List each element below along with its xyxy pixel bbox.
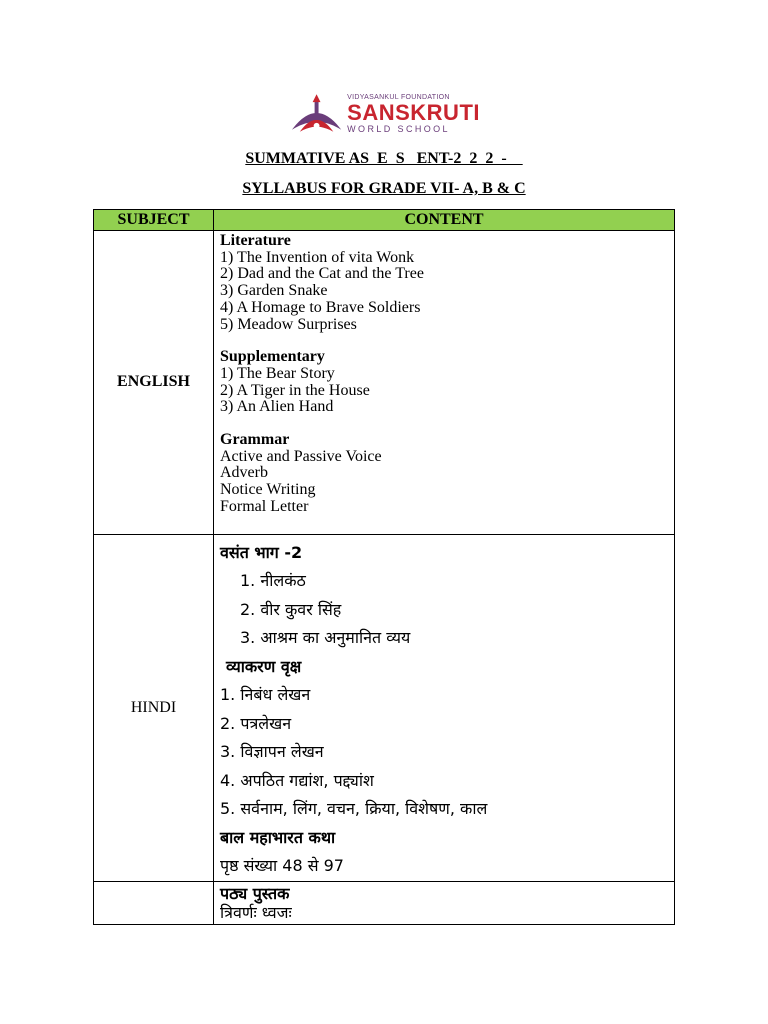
list-item: Formal Letter [220,497,309,515]
list-item: 2) A Tiger in the House [220,381,370,399]
literature-heading: Literature [220,232,291,249]
hindi-grammar-heading: व्याकरण वृक्ष [226,656,302,676]
hindi-content-cell [214,534,675,881]
hindi-book-title: वसंत भाग -2 [220,542,303,562]
subject-column-header: SUBJECT [94,210,214,231]
logo-school-subtitle: WORLD SCHOOL [347,124,450,134]
english-content-cell [214,231,675,535]
list-item: 1. निबंध लेखन [220,685,311,705]
list-item: 4) A Homage to Brave Soldiers [220,298,421,316]
logo-foundation-text: VIDYASANKUL FOUNDATION [347,94,450,101]
school-emblem-icon [288,90,345,138]
sanskrit-row [94,881,675,924]
english-row [94,231,675,535]
assessment-title: SUMMATIVE AS E S ENT-2 2 2 - [245,150,523,167]
list-item: 1) The Invention of vita Wonk [220,248,415,266]
hindi-mahabharat-heading: बाल महाभारत कथा [220,827,336,847]
sanskrit-subject-cell [94,881,214,924]
syllabus-title: SYLLABUS FOR GRADE VII- A, B & C [242,180,526,197]
list-item: Adverb [220,464,268,482]
sanskrit-content-cell [214,881,675,924]
list-item: 2) Dad and the Cat and the Tree [220,265,424,283]
grammar-heading: Grammar [220,431,290,449]
table-header-row [94,210,675,231]
sanskrit-book-title: पठ्य पुस्तक [220,883,290,903]
list-item: 3) Garden Snake [220,282,328,300]
logo-school-name: SANSKRUTI [347,100,480,125]
list-item: 3. आश्रम का अनुमानित व्यय [240,628,411,648]
list-item: त्रिवर्णः ध्वजः [220,902,292,922]
list-item: 2. पत्रलेखन [220,713,292,733]
hindi-subject-cell: HINDI [94,534,214,881]
list-item: 2. वीर कुवर सिंह [240,599,342,619]
english-subject-cell: ENGLISH [94,231,214,535]
list-item: पृष्ठ संख्या 48 से 97 [220,856,344,876]
list-item: 3. विज्ञापन लेखन [220,742,324,762]
syllabus-table [93,209,675,925]
list-item: Notice Writing [220,481,316,499]
list-item: 5. सर्वनाम, लिंग, वचन, क्रिया, विशेषण, काल [220,799,488,819]
hindi-row [94,534,675,881]
content-column-header: CONTENT [214,210,675,231]
list-item: 1) The Bear Story [220,364,335,382]
list-item: 5) Meadow Surprises [220,315,357,333]
list-item: 4. अपठित गद्यांश, पद्द्यांश [220,770,374,790]
list-item: Active and Passive Voice [220,447,382,465]
list-item: 3) An Alien Hand [220,398,334,416]
list-item: 1. नीलकंठ [240,571,306,591]
school-logo [288,86,480,142]
supplementary-heading: Supplementary [220,348,325,366]
